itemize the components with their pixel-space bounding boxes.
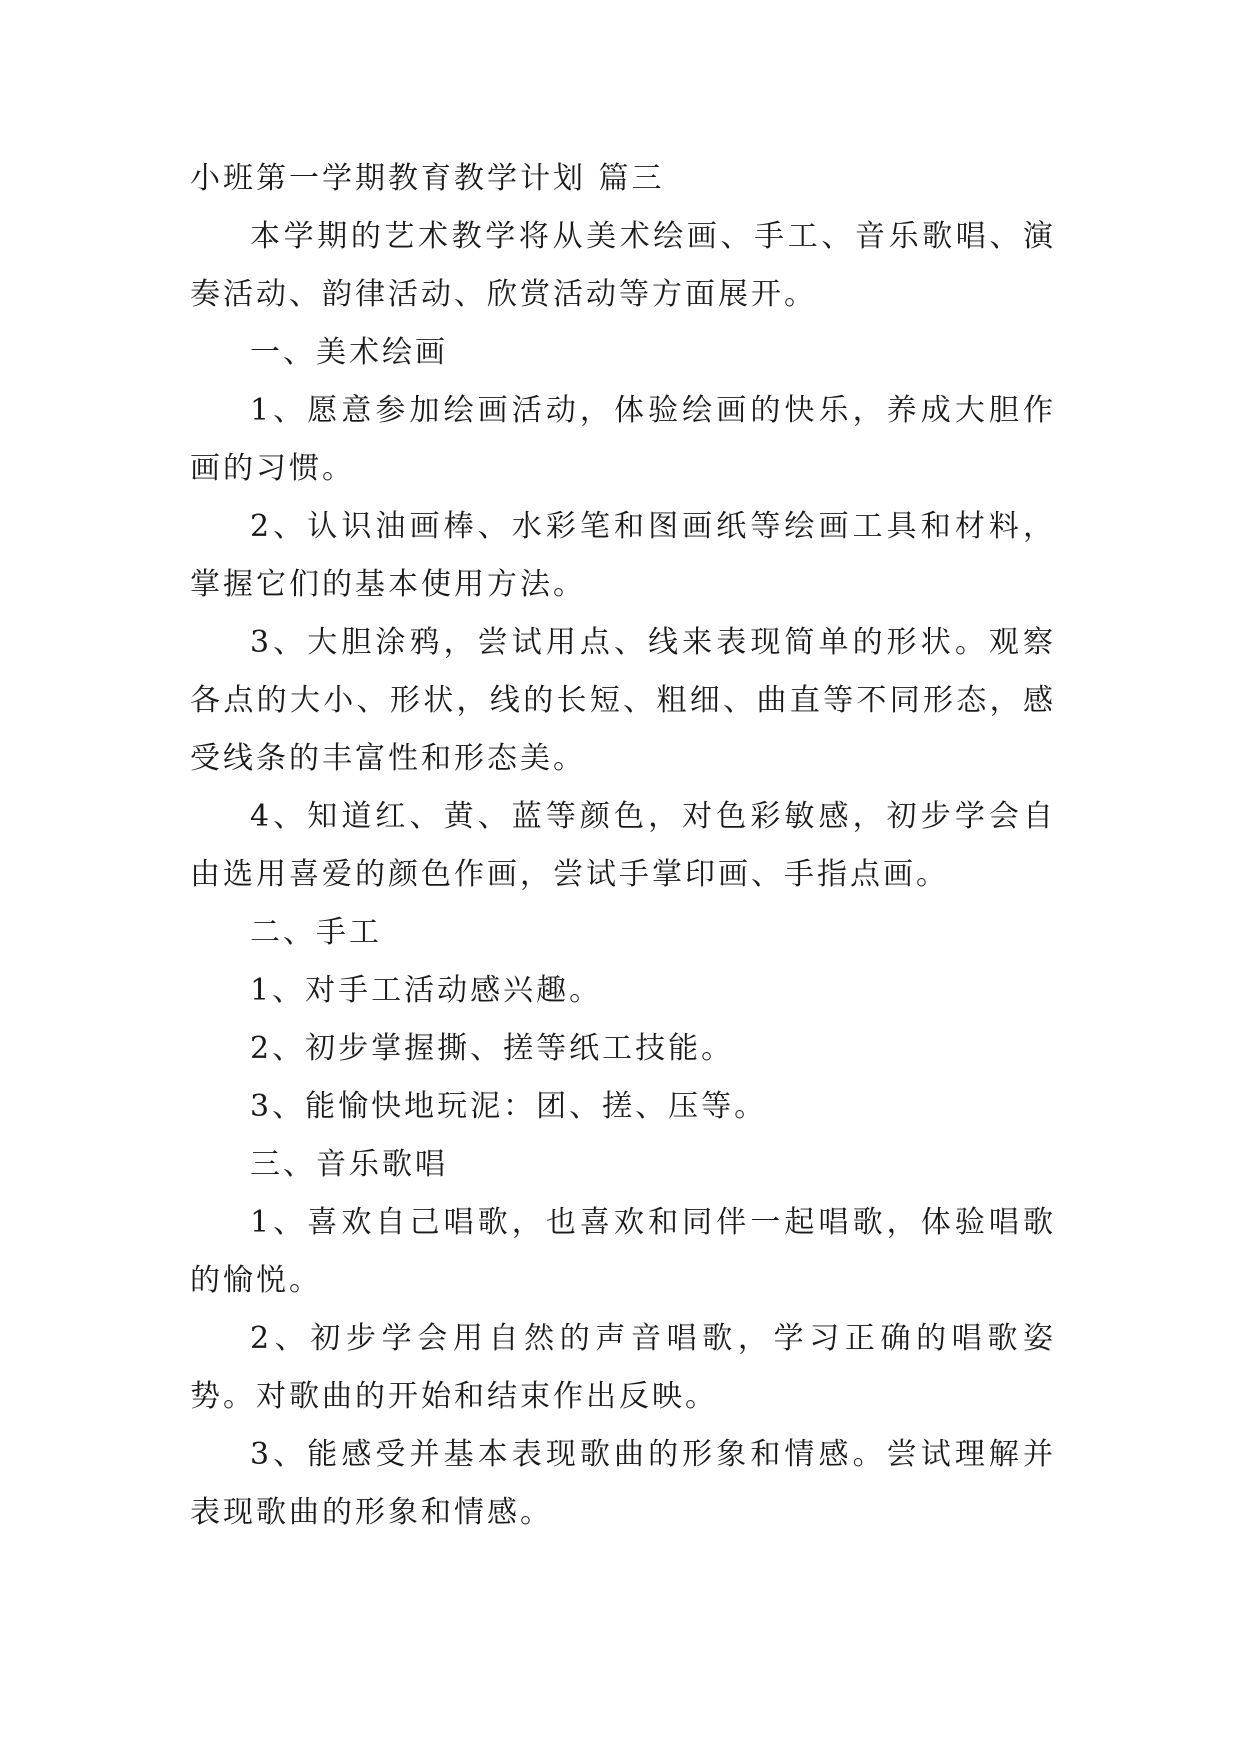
list-item: 1、喜欢自己唱歌，也喜欢和同伴一起唱歌，体验唱歌的愉悦。 <box>190 1205 1056 1298</box>
list-item: 3、大胆涂鸦，尝试用点、线来表现简单的形状。观察各点的大小、形状，线的长短、粗细、曲直等不同形态，感受线条的丰富性和形态美。 <box>190 625 1056 776</box>
document-page <box>190 150 1056 1542</box>
list-item: 4、知道红、黄、蓝等颜色，对色彩敏感，初步学会自由选用喜爱的颜色作画，尝试手掌印画、手指点画。 <box>190 799 1056 892</box>
list-item: 2、初步掌握撕、搓等纸工技能。 <box>250 1031 735 1066</box>
list-item: 1、愿意参加绘画活动，体验绘画的快乐，养成大胆作画的习惯。 <box>190 393 1056 486</box>
section-heading-art-drawing: 一、美术绘画 <box>250 335 448 370</box>
document-title: 小班第一学期教育教学计划 篇三 <box>190 161 665 196</box>
list-item: 1、对手工活动感兴趣。 <box>250 973 603 1008</box>
list-item: 3、能愉快地玩泥：团、搓、压等。 <box>250 1089 768 1124</box>
list-item: 2、认识油画棒、水彩笔和图画纸等绘画工具和材料，掌握它们的基本使用方法。 <box>190 509 1056 602</box>
section-heading-music-singing: 三、音乐歌唱 <box>250 1147 448 1182</box>
list-item: 2、初步学会用自然的声音唱歌，学习正确的唱歌姿势。对歌曲的开始和结束作出反映。 <box>190 1321 1056 1414</box>
intro-paragraph: 本学期的艺术教学将从美术绘画、手工、音乐歌唱、演奏活动、韵律活动、欣赏活动等方面展开。 <box>190 219 1056 312</box>
section-heading-handcraft: 二、手工 <box>250 915 382 950</box>
list-item: 3、能感受并基本表现歌曲的形象和情感。尝试理解并表现歌曲的形象和情感。 <box>190 1437 1056 1530</box>
